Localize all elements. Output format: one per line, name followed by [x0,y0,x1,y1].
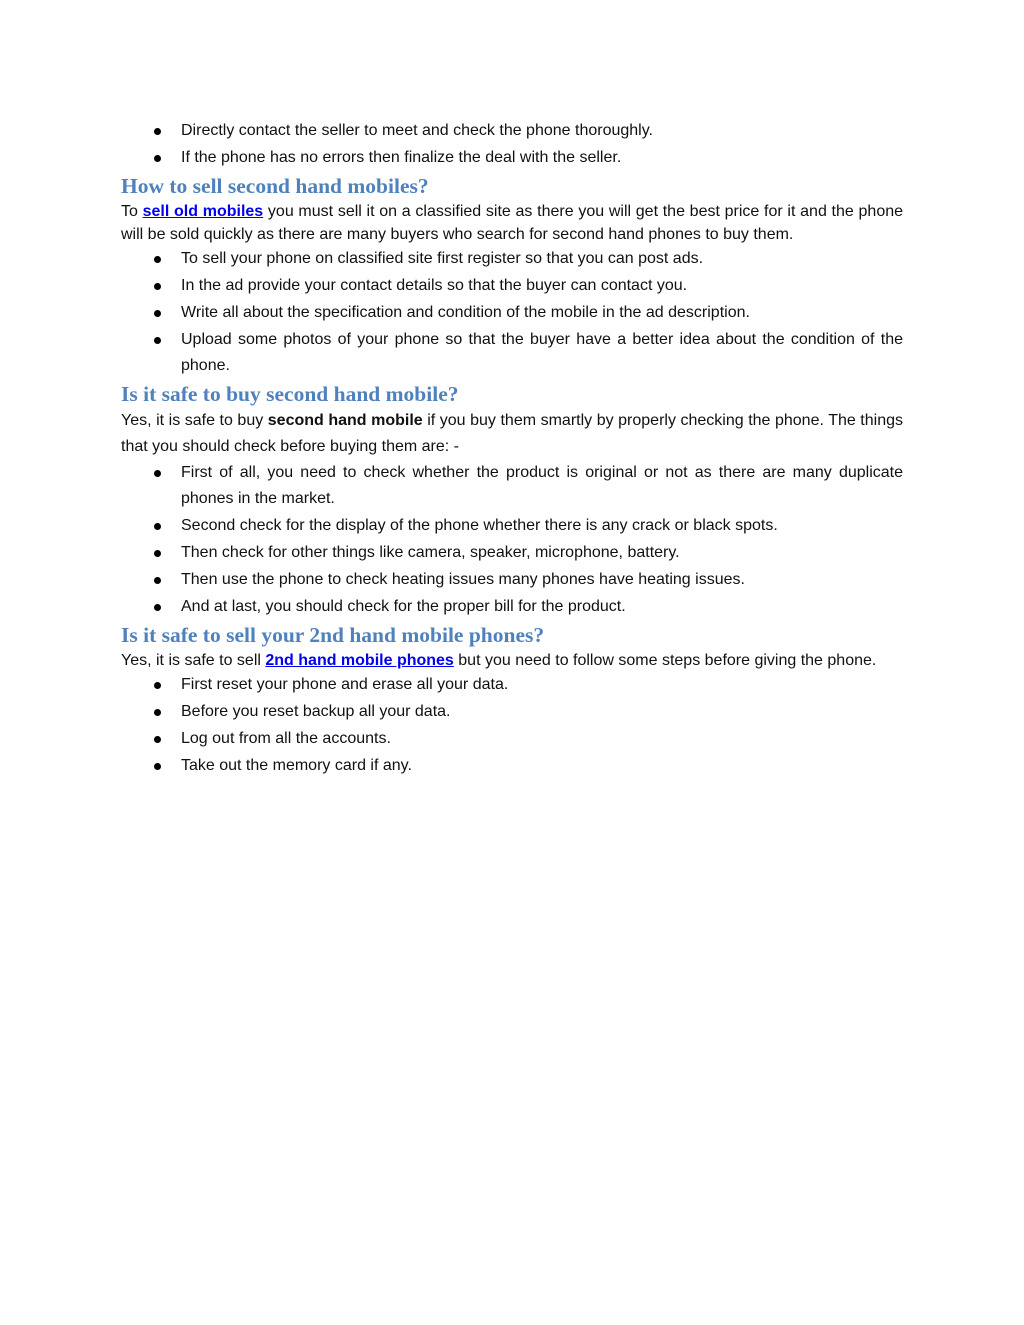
heading-safe-to-sell: Is it safe to sell your 2nd hand mobile phones? [121,623,545,647]
link-sell-old-mobiles[interactable]: sell old mobiles [142,203,264,220]
list-item: Second check for the display of the phone whether there is any crack or black spots. [121,513,903,539]
bullet-icon [154,337,161,344]
bullet-icon [154,709,161,716]
bullet-icon [154,682,161,689]
list-item: Then use the phone to check heating issues many phones have heating issues. [121,567,903,593]
bullet-icon [154,128,161,135]
list-item: First of all, you need to check whether the product is original or not as there are many duplicate phones in the market. [121,460,903,512]
bullet-icon [154,763,161,770]
bullet-icon [154,577,161,584]
list-item: Take out the memory card if any. [121,753,903,779]
bullet-icon [154,310,161,317]
paragraph-safe-to-buy: Yes, it is safe to buy second hand mobile if you buy them smartly by properly checking the phone. The things that you should check before buying them are: - [121,412,904,455]
bullet-icon [154,550,161,557]
bullet-icon [154,155,161,162]
list-item: To sell your phone on classified site first register so that you can post ads. [121,246,903,272]
sell-steps-list [121,246,903,379]
list-item: First reset your phone and erase all your data. [121,672,903,698]
list-item: Then check for other things like camera, speaker, microphone, battery. [121,540,903,566]
list-item: And at last, you should check for the proper bill for the product. [121,594,903,620]
list-item: Upload some photos of your phone so that the buyer have a better idea about the condition of the phone. [121,327,903,379]
list-item: Write all about the specification and condition of the mobile in the ad description. [121,300,903,326]
heading-safe-to-buy: Is it safe to buy second hand mobile? [121,382,459,406]
paragraph-how-to-sell: To sell old mobiles you must sell it on a classified site as there you will get the best price for it and the phone will be sold quickly as there are many buyers who search for second hand phones to buy them. [121,203,904,243]
document-body [121,118,903,780]
list-item: In the ad provide your contact details so that the buyer can contact you. [121,273,903,299]
link-2nd-hand-mobile-phones[interactable]: 2nd hand mobile phones [265,652,454,669]
sell-safety-list [121,672,903,779]
bullet-icon [154,523,161,530]
list-item: Before you reset backup all your data. [121,699,903,725]
bullet-icon [154,470,161,477]
bullet-icon [154,736,161,743]
bullet-icon [154,256,161,263]
bullet-icon [154,283,161,290]
heading-how-to-sell: How to sell second hand mobiles? [121,174,429,198]
intro-list [121,118,903,171]
bold-second-hand-mobile: second hand mobile [267,412,423,429]
paragraph-safe-to-sell: Yes, it is safe to sell 2nd hand mobile phones but you need to follow some steps before giving the phone. [121,652,877,669]
list-item: Log out from all the accounts. [121,726,903,752]
list-item: If the phone has no errors then finalize the deal with the seller. [121,145,903,171]
list-item: Directly contact the seller to meet and check the phone thoroughly. [121,118,903,144]
bullet-icon [154,604,161,611]
buy-checks-list [121,460,903,620]
